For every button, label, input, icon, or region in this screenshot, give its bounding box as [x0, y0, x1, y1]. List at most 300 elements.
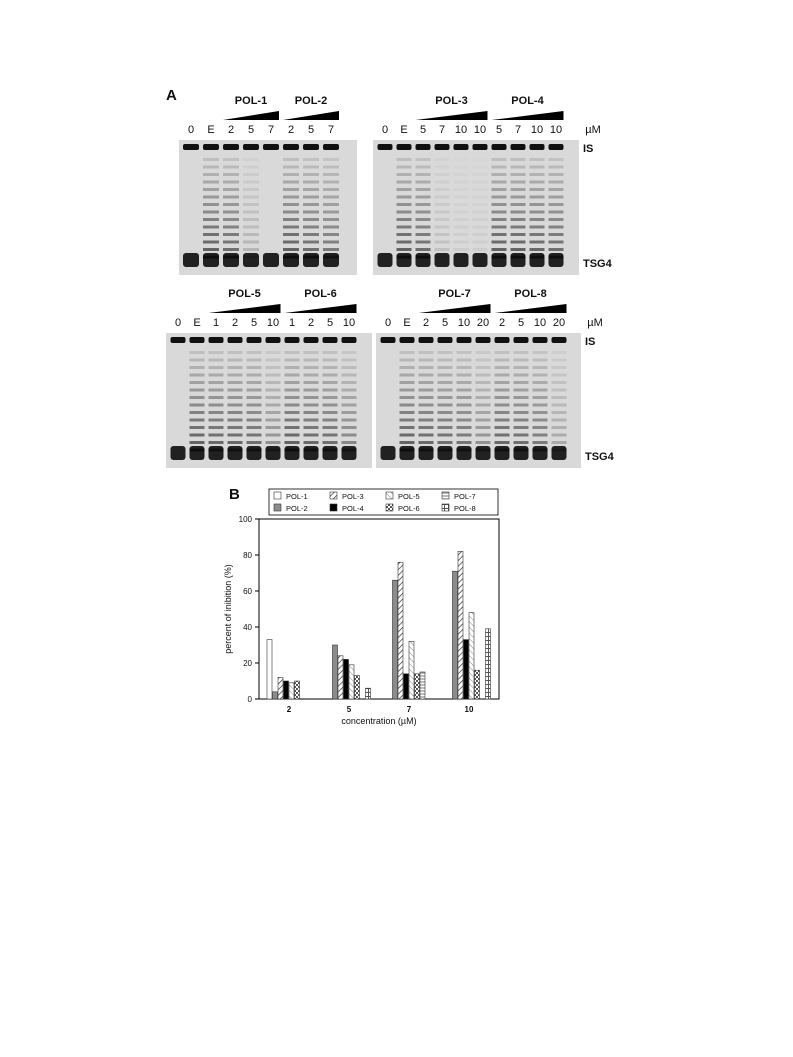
is-band: [203, 144, 219, 150]
ladder-band: [400, 419, 415, 422]
ladder-band: [228, 434, 243, 437]
ladder-band: [435, 218, 450, 221]
ladder-band: [304, 426, 319, 429]
ladder-band: [511, 226, 526, 229]
ladder-band: [323, 419, 338, 422]
ladder-band: [473, 166, 488, 169]
ladder-band: [419, 351, 434, 354]
y-tick-label: 80: [243, 551, 252, 560]
ladder-band: [243, 218, 259, 221]
is-band: [285, 337, 300, 343]
ladder-band: [323, 158, 339, 161]
lane-label: 2: [307, 317, 315, 329]
ladder-band: [419, 374, 434, 377]
ladder-band: [438, 434, 453, 437]
is-band: [304, 337, 319, 343]
ladder-band: [247, 374, 262, 377]
concentration-wedge: [495, 304, 567, 313]
unit-label: µM: [585, 124, 601, 136]
ladder-band: [514, 389, 529, 392]
tsg4-band: [416, 253, 431, 267]
ladder-band: [303, 188, 319, 191]
ladder-band: [283, 173, 299, 176]
ladder-band: [438, 404, 453, 407]
bar-pol-6-at-10: [475, 670, 480, 699]
ladder-band: [283, 166, 299, 169]
lane-label: 5: [326, 317, 334, 329]
ladder-band: [435, 241, 450, 244]
ladder-band: [203, 188, 219, 191]
ladder-band: [304, 374, 319, 377]
tsg4-band: [533, 446, 548, 460]
ladder-band: [473, 196, 488, 199]
ladder-band: [511, 188, 526, 191]
ladder-band: [266, 389, 281, 392]
ladder-band: [190, 434, 205, 437]
ladder-band: [549, 188, 564, 191]
ladder-band: [247, 404, 262, 407]
ladder-band: [473, 173, 488, 176]
legend-label: POL-4: [342, 504, 364, 513]
is-band: [400, 337, 415, 343]
ladder-band: [266, 374, 281, 377]
tsg4-band: [530, 253, 545, 267]
lane-label: 1: [288, 317, 296, 329]
is-band: [323, 144, 339, 150]
ladder-band: [435, 181, 450, 184]
ladder-band: [473, 233, 488, 236]
ladder-band: [247, 419, 262, 422]
ladder-band: [552, 381, 567, 384]
ladder-band: [223, 181, 239, 184]
ladder-band: [549, 211, 564, 214]
ladder-band: [473, 203, 488, 206]
is-band: [419, 337, 434, 343]
ladder-band: [416, 181, 431, 184]
gel-panel-2: [373, 95, 613, 275]
ladder-band: [511, 173, 526, 176]
ladder-band: [190, 396, 205, 399]
ladder-band: [285, 381, 300, 384]
legend-label: POL-8: [454, 504, 476, 513]
ladder-band: [416, 166, 431, 169]
ladder-band: [266, 404, 281, 407]
bar-pol-5-at-7: [409, 641, 414, 699]
ladder-band: [247, 359, 262, 362]
ladder-band: [473, 226, 488, 229]
ladder-band: [419, 396, 434, 399]
is-band: [549, 144, 564, 150]
ladder-band: [473, 181, 488, 184]
ladder-band: [397, 248, 412, 251]
lane-label: 10: [473, 124, 487, 136]
tsg4-band: [285, 446, 300, 460]
ladder-band: [552, 434, 567, 437]
ladder-band: [190, 359, 205, 362]
ladder-band: [438, 359, 453, 362]
ladder-band: [530, 218, 545, 221]
ladder-band: [190, 366, 205, 369]
is-band: [263, 144, 279, 150]
ladder-band: [435, 226, 450, 229]
ladder-band: [285, 396, 300, 399]
tsg4-band: [323, 253, 339, 267]
ladder-band: [438, 441, 453, 444]
bar-pol-1-at-2: [267, 640, 272, 699]
ladder-band: [514, 374, 529, 377]
lane-label: E: [207, 124, 215, 136]
tsg4-band: [397, 253, 412, 267]
ladder-band: [416, 226, 431, 229]
ladder-band: [495, 366, 510, 369]
ladder-band: [283, 241, 299, 244]
ladder-band: [203, 196, 219, 199]
ladder-band: [530, 181, 545, 184]
tsg4-band: [263, 253, 279, 267]
ladder-band: [243, 211, 259, 214]
ladder-band: [323, 248, 339, 251]
ladder-band: [416, 233, 431, 236]
bar-pol-3-at-7: [398, 562, 403, 699]
ladder-band: [495, 381, 510, 384]
ladder-band: [530, 203, 545, 206]
group-label-pol-1: POL-1: [234, 95, 268, 107]
ladder-band: [419, 381, 434, 384]
ladder-band: [323, 359, 338, 362]
ladder-band: [303, 196, 319, 199]
ladder-band: [435, 173, 450, 176]
ladder-band: [549, 248, 564, 251]
ladder-band: [342, 381, 357, 384]
ladder-band: [435, 211, 450, 214]
ladder-band: [416, 241, 431, 244]
legend-swatch: [274, 504, 281, 511]
legend-label: POL-6: [398, 504, 420, 513]
is-band: [476, 337, 491, 343]
ladder-band: [514, 396, 529, 399]
lane-label: 5: [250, 317, 258, 329]
ladder-band: [552, 374, 567, 377]
ladder-band: [511, 241, 526, 244]
ladder-band: [438, 389, 453, 392]
tsg4-band: [457, 446, 472, 460]
ladder-band: [514, 426, 529, 429]
ladder-band: [209, 434, 224, 437]
is-band: [266, 337, 281, 343]
is-band: [209, 337, 224, 343]
ladder-band: [223, 248, 239, 251]
ladder-band: [511, 203, 526, 206]
tsg4-band: [549, 253, 564, 267]
ladder-band: [419, 389, 434, 392]
ladder-band: [247, 396, 262, 399]
ladder-band: [533, 351, 548, 354]
tsg4-band: [492, 253, 507, 267]
band-label-tsg4: TSG4: [585, 451, 614, 463]
ladder-band: [209, 411, 224, 414]
ladder-band: [397, 203, 412, 206]
ladder-band: [342, 419, 357, 422]
is-band: [378, 144, 393, 150]
ladder-band: [209, 389, 224, 392]
ladder-band: [495, 359, 510, 362]
ladder-band: [190, 404, 205, 407]
ladder-band: [438, 374, 453, 377]
ladder-band: [283, 158, 299, 161]
concentration-wedge: [223, 111, 279, 120]
ladder-band: [457, 419, 472, 422]
ladder-band: [454, 218, 469, 221]
ladder-band: [243, 248, 259, 251]
ladder-band: [203, 181, 219, 184]
legend-label: POL-1: [286, 492, 308, 501]
ladder-band: [283, 181, 299, 184]
ladder-band: [400, 389, 415, 392]
tsg4-band: [304, 446, 319, 460]
panel-b-letter: B: [229, 486, 240, 503]
is-band: [514, 337, 529, 343]
x-axis-label: concentration (µM): [341, 716, 417, 726]
ladder-band: [514, 411, 529, 414]
ladder-band: [530, 248, 545, 251]
ladder-band: [495, 351, 510, 354]
ladder-band: [223, 196, 239, 199]
ladder-band: [530, 166, 545, 169]
ladder-band: [476, 441, 491, 444]
ladder-band: [266, 359, 281, 362]
lane-label: 2: [287, 124, 295, 136]
ladder-band: [419, 366, 434, 369]
ladder-band: [323, 233, 339, 236]
gel-panel-3: [166, 288, 372, 468]
tsg4-band: [266, 446, 281, 460]
is-band: [397, 144, 412, 150]
bar-pol-2-at-5: [333, 645, 338, 699]
group-label-pol-4: POL-4: [511, 95, 544, 107]
lane-label: 10: [457, 317, 471, 329]
x-tick-label: 10: [464, 705, 474, 714]
lane-label: 5: [247, 124, 255, 136]
ladder-band: [209, 381, 224, 384]
ladder-band: [209, 374, 224, 377]
ladder-band: [285, 404, 300, 407]
ladder-band: [303, 226, 319, 229]
ladder-band: [285, 351, 300, 354]
gel-panel-4: [376, 288, 615, 468]
ladder-band: [495, 434, 510, 437]
ladder-band: [533, 441, 548, 444]
ladder-band: [342, 411, 357, 414]
ladder-band: [549, 196, 564, 199]
ladder-band: [266, 396, 281, 399]
ladder-band: [473, 188, 488, 191]
ladder-band: [228, 381, 243, 384]
tsg4-band: [283, 253, 299, 267]
ladder-band: [438, 366, 453, 369]
ladder-band: [266, 411, 281, 414]
ladder-band: [223, 166, 239, 169]
ladder-band: [223, 211, 239, 214]
bar-pol-4-at-10: [464, 640, 469, 699]
tsg4-band: [209, 446, 224, 460]
ladder-band: [397, 226, 412, 229]
y-tick-label: 60: [243, 587, 252, 596]
lane-label: 10: [549, 124, 563, 136]
is-band: [223, 144, 239, 150]
ladder-band: [223, 188, 239, 191]
tsg4-band: [438, 446, 453, 460]
ladder-band: [514, 366, 529, 369]
ladder-band: [304, 419, 319, 422]
ladder-band: [514, 404, 529, 407]
ladder-band: [228, 404, 243, 407]
ladder-band: [190, 381, 205, 384]
bar-pol-5-at-10: [469, 613, 474, 699]
ladder-band: [416, 158, 431, 161]
lane-label: 10: [454, 124, 468, 136]
legend-swatch: [274, 492, 281, 499]
ladder-band: [397, 181, 412, 184]
tsg4-band: [378, 253, 393, 267]
bar-pol-6-at-7: [415, 674, 420, 699]
ladder-band: [552, 359, 567, 362]
ladder-band: [323, 166, 339, 169]
ladder-band: [209, 396, 224, 399]
bar-pol-8-at-10: [486, 629, 491, 699]
x-tick-label: 7: [406, 705, 412, 714]
ladder-band: [495, 411, 510, 414]
ladder-band: [285, 411, 300, 414]
panel-a-letter: A: [166, 87, 177, 104]
ladder-band: [454, 241, 469, 244]
ladder-band: [416, 211, 431, 214]
ladder-band: [454, 166, 469, 169]
ladder-band: [530, 158, 545, 161]
bar-pol-2-at-7: [393, 580, 398, 699]
group-label-pol-8: POL-8: [514, 288, 547, 300]
lane-label: E: [193, 317, 201, 329]
tsg4-band: [476, 446, 491, 460]
ladder-band: [203, 173, 219, 176]
ladder-band: [514, 434, 529, 437]
tsg4-band: [514, 446, 529, 460]
ladder-band: [419, 434, 434, 437]
ladder-band: [454, 188, 469, 191]
ladder-band: [247, 351, 262, 354]
lane-label: 2: [231, 317, 239, 329]
ladder-band: [457, 441, 472, 444]
ladder-band: [247, 411, 262, 414]
ladder-band: [285, 389, 300, 392]
ladder-band: [454, 173, 469, 176]
ladder-band: [283, 233, 299, 236]
ladder-band: [419, 404, 434, 407]
ladder-band: [400, 366, 415, 369]
ladder-band: [209, 359, 224, 362]
ladder-band: [223, 218, 239, 221]
tsg4-band: [228, 446, 243, 460]
ladder-band: [400, 374, 415, 377]
bar-pol-3-at-5: [338, 656, 343, 699]
gel-panel-1: [179, 95, 357, 275]
bar-pol-3-at-10: [458, 551, 463, 699]
ladder-band: [495, 396, 510, 399]
concentration-wedge: [285, 304, 357, 313]
bar-pol-6-at-5: [355, 676, 360, 699]
ladder-band: [228, 411, 243, 414]
ladder-band: [533, 381, 548, 384]
ladder-band: [416, 188, 431, 191]
ladder-band: [533, 404, 548, 407]
tsg4-band: [400, 446, 415, 460]
lane-label: 10: [530, 124, 544, 136]
tsg4-band: [203, 253, 219, 267]
bar-pol-5-at-2: [289, 683, 294, 699]
ladder-band: [304, 359, 319, 362]
ladder-band: [243, 241, 259, 244]
is-band: [530, 144, 545, 150]
ladder-band: [243, 173, 259, 176]
ladder-band: [266, 419, 281, 422]
ladder-band: [530, 211, 545, 214]
y-tick-label: 0: [247, 695, 252, 704]
ladder-band: [514, 351, 529, 354]
ladder-band: [190, 419, 205, 422]
ladder-band: [190, 389, 205, 392]
lane-label: 0: [381, 124, 389, 136]
y-tick-label: 20: [243, 659, 252, 668]
concentration-wedge: [209, 304, 281, 313]
ladder-band: [323, 404, 338, 407]
ladder-band: [304, 366, 319, 369]
ladder-band: [209, 441, 224, 444]
ladder-band: [514, 359, 529, 362]
ladder-band: [549, 166, 564, 169]
bar-pol-4-at-2: [284, 681, 289, 699]
ladder-band: [492, 233, 507, 236]
ladder-band: [549, 233, 564, 236]
group-label-pol-6: POL-6: [304, 288, 337, 300]
ladder-band: [223, 203, 239, 206]
is-band: [492, 144, 507, 150]
ladder-band: [223, 226, 239, 229]
ladder-band: [549, 241, 564, 244]
ladder-band: [400, 404, 415, 407]
x-tick-label: 2: [286, 705, 292, 714]
ladder-band: [323, 218, 339, 221]
ladder-band: [400, 434, 415, 437]
ladder-band: [457, 351, 472, 354]
tsg4-band: [511, 253, 526, 267]
ladder-band: [533, 419, 548, 422]
ladder-band: [416, 173, 431, 176]
ladder-band: [209, 366, 224, 369]
ladder-band: [454, 226, 469, 229]
ladder-band: [495, 426, 510, 429]
ladder-band: [476, 426, 491, 429]
ladder-band: [549, 173, 564, 176]
ladder-band: [435, 196, 450, 199]
ladder-band: [511, 248, 526, 251]
ladder-band: [473, 211, 488, 214]
ladder-band: [209, 351, 224, 354]
tsg4-band: [190, 446, 205, 460]
ladder-band: [454, 181, 469, 184]
ladder-band: [304, 389, 319, 392]
ladder-band: [323, 434, 338, 437]
ladder-band: [203, 248, 219, 251]
ladder-band: [228, 419, 243, 422]
